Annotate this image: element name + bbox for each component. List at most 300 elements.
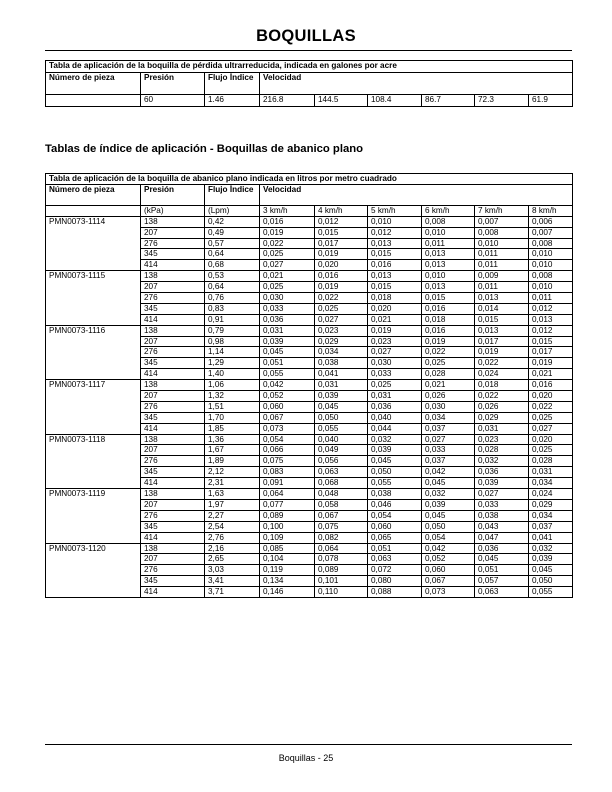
table-cell: 345 <box>141 358 205 369</box>
table-cell: 2,54 <box>205 521 260 532</box>
table-cell: 0,018 <box>422 314 475 325</box>
part-number-cell <box>46 238 141 249</box>
table-cell: 0,039 <box>260 336 315 347</box>
table-cell: 1,14 <box>205 347 260 358</box>
part-number-cell <box>46 445 141 456</box>
table-cell: 0,98 <box>205 336 260 347</box>
table-cell: 0,064 <box>260 489 315 500</box>
table-cell: 0,76 <box>205 293 260 304</box>
table-cell: 0,025 <box>422 358 475 369</box>
table-row <box>46 391 573 402</box>
table-cell: 0,110 <box>315 587 368 598</box>
table-cell: 0,019 <box>475 347 529 358</box>
table-cell: 0,041 <box>315 369 368 380</box>
table-cell: 0,060 <box>422 565 475 576</box>
table-cell: 0,057 <box>475 576 529 587</box>
table-cell: 0,038 <box>315 358 368 369</box>
table-row <box>46 369 573 380</box>
table-cell: 0,021 <box>529 369 573 380</box>
table-cell: 0,082 <box>315 532 368 543</box>
table-cell: 0,045 <box>315 401 368 412</box>
table-row <box>46 325 573 336</box>
table-cell: 0,016 <box>422 325 475 336</box>
table-cell: 0,083 <box>260 467 315 478</box>
table-cell: 0,030 <box>422 401 475 412</box>
table-cell: 0,022 <box>529 401 573 412</box>
table-cell: 0,073 <box>260 423 315 434</box>
table-row <box>46 282 573 293</box>
table-cell: 0,027 <box>529 423 573 434</box>
table-cell: 0,033 <box>475 499 529 510</box>
table-cell: 0,030 <box>368 358 422 369</box>
table-cell: 0,063 <box>315 467 368 478</box>
table-cell: 0,077 <box>260 499 315 510</box>
part-number-cell <box>46 521 141 532</box>
table-cell: 0,033 <box>260 303 315 314</box>
table-cell: 0,021 <box>422 380 475 391</box>
table-cell: 0,037 <box>529 521 573 532</box>
table-row <box>46 587 573 598</box>
part-number-cell: PMN0073-1120 <box>46 543 141 554</box>
table-cell: 0,020 <box>315 260 368 271</box>
table-cell: 0,017 <box>315 238 368 249</box>
table-cell: 345 <box>141 467 205 478</box>
table-cell: 0,075 <box>315 521 368 532</box>
part-number-cell <box>46 456 141 467</box>
table-cell: 0,020 <box>529 434 573 445</box>
table-cell: 276 <box>141 510 205 521</box>
flat-fan-nozzle-table <box>45 173 573 598</box>
table-row <box>46 489 573 500</box>
part-number-cell <box>46 282 141 293</box>
table-cell: 0,010 <box>475 238 529 249</box>
table-cell: 0,010 <box>529 249 573 260</box>
table-cell: 207 <box>141 445 205 456</box>
table-cell: 0,032 <box>475 456 529 467</box>
table-cell: 414 <box>141 478 205 489</box>
part-number-cell <box>46 369 141 380</box>
table-cell: 0,009 <box>475 271 529 282</box>
page-footer: Boquillas - 25 <box>278 753 334 763</box>
part-number-cell <box>46 249 141 260</box>
table-cell: 144.5 <box>315 95 368 107</box>
table-cell: 207 <box>141 499 205 510</box>
table-cell: 138 <box>141 216 205 227</box>
table-cell: 0,013 <box>368 238 422 249</box>
table-cell: 414 <box>141 260 205 271</box>
table-cell: 3 km/h <box>260 205 315 216</box>
table-row <box>46 478 573 489</box>
table-cell: 138 <box>141 325 205 336</box>
part-number-cell <box>46 510 141 521</box>
table-cell: 3,71 <box>205 587 260 598</box>
table-cell: 0,055 <box>529 587 573 598</box>
table-cell: 0,025 <box>260 249 315 260</box>
table-cell: 0,109 <box>260 532 315 543</box>
table-cell: 0,104 <box>260 554 315 565</box>
header-flow-index: Flujo Índice <box>205 73 260 95</box>
table-cell: 0,065 <box>368 532 422 543</box>
header-part-number: Número de pieza <box>46 73 141 95</box>
table-cell: 0,028 <box>422 369 475 380</box>
part-number-cell <box>46 358 141 369</box>
table-row <box>46 499 573 510</box>
part-number-cell <box>46 293 141 304</box>
table-cell: 0,063 <box>475 587 529 598</box>
table-cell: 0,025 <box>529 412 573 423</box>
table-row <box>46 576 573 587</box>
page-title: BOQUILLAS <box>256 27 356 45</box>
table-cell: 0,020 <box>368 303 422 314</box>
table-cell: 0,050 <box>529 576 573 587</box>
table-cell: (kPa) <box>141 205 205 216</box>
table-cell: 0,049 <box>315 445 368 456</box>
table-cell: 0,073 <box>422 587 475 598</box>
table-cell: 0,019 <box>422 336 475 347</box>
part-number-cell <box>46 303 141 314</box>
part-number-cell <box>46 391 141 402</box>
table-cell: 0,045 <box>422 510 475 521</box>
table-cell: 0,031 <box>260 325 315 336</box>
table-cell: 276 <box>141 238 205 249</box>
table-cell: 0,034 <box>529 478 573 489</box>
table-cell: 207 <box>141 554 205 565</box>
table-cell: 0,008 <box>475 227 529 238</box>
table-cell: 0,037 <box>422 456 475 467</box>
table-cell: 1,36 <box>205 434 260 445</box>
table-cell: 7 km/h <box>475 205 529 216</box>
table-cell: 0,91 <box>205 314 260 325</box>
table-cell: 0,048 <box>315 489 368 500</box>
table-cell: 0,054 <box>368 510 422 521</box>
table-cell: 0,032 <box>529 543 573 554</box>
table-cell: 60 <box>141 95 205 107</box>
table-cell: 2,65 <box>205 554 260 565</box>
table-cell: 1,97 <box>205 499 260 510</box>
table-cell: 0,013 <box>475 293 529 304</box>
table-cell: 0,088 <box>368 587 422 598</box>
table-cell: 0,49 <box>205 227 260 238</box>
table-cell: 0,089 <box>260 510 315 521</box>
table-cell: 276 <box>141 565 205 576</box>
part-number-cell: PMN0073-1117 <box>46 380 141 391</box>
table-cell: 0,008 <box>529 271 573 282</box>
table-cell: 0,039 <box>475 478 529 489</box>
table-cell: 138 <box>141 489 205 500</box>
table-cell: 276 <box>141 456 205 467</box>
table-cell: 0,051 <box>475 565 529 576</box>
part-number-cell <box>46 401 141 412</box>
part-number-cell: PMN0073-1115 <box>46 271 141 282</box>
part-number-cell <box>46 478 141 489</box>
table-cell: 0,023 <box>475 434 529 445</box>
table-cell: 0,027 <box>475 489 529 500</box>
table-cell: 0,019 <box>529 358 573 369</box>
table-cell: 1,89 <box>205 456 260 467</box>
table-cell: 0,64 <box>205 249 260 260</box>
table-cell: 0,016 <box>529 380 573 391</box>
table-cell: 2,27 <box>205 510 260 521</box>
part-number-cell <box>46 412 141 423</box>
table-cell: 207 <box>141 227 205 238</box>
table-cell: 0,007 <box>529 227 573 238</box>
table-caption: Tabla de aplicación de la boquilla de pérdida ultrarreducida, indicada en galones por acre <box>46 61 573 73</box>
table-row <box>46 521 573 532</box>
part-number-cell: PMN0073-1114 <box>46 216 141 227</box>
table-cell: 0,007 <box>475 216 529 227</box>
table-cell: (Lpm) <box>205 205 260 216</box>
table-cell: 0,53 <box>205 271 260 282</box>
table-row <box>46 303 573 314</box>
table-row <box>46 554 573 565</box>
table-cell: 0,024 <box>529 489 573 500</box>
table-cell: 0,010 <box>422 227 475 238</box>
part-number-cell <box>46 314 141 325</box>
part-number-cell <box>46 587 141 598</box>
table-cell: 0,067 <box>315 510 368 521</box>
table-cell: 1,06 <box>205 380 260 391</box>
table-cell: 0,067 <box>260 412 315 423</box>
table-cell: 414 <box>141 532 205 543</box>
table-cell: 0,016 <box>422 303 475 314</box>
table-cell: 0,011 <box>475 282 529 293</box>
table-cell: 86.7 <box>422 95 475 107</box>
part-number-cell <box>46 347 141 358</box>
title-rule <box>45 50 572 51</box>
table-cell: 0,012 <box>529 325 573 336</box>
table-cell: 0,058 <box>315 499 368 510</box>
table-cell: 0,060 <box>368 521 422 532</box>
table-cell: 0,063 <box>368 554 422 565</box>
table-cell: 0,010 <box>368 216 422 227</box>
part-number-cell <box>46 532 141 543</box>
table-cell: 276 <box>141 347 205 358</box>
table-row <box>46 467 573 478</box>
table-cell: 0,029 <box>315 336 368 347</box>
table-cell: 0,067 <box>422 576 475 587</box>
table-cell: 61.9 <box>529 95 573 107</box>
table-cell: 0,039 <box>422 499 475 510</box>
table-cell: 0,051 <box>368 543 422 554</box>
table-row <box>46 510 573 521</box>
table-cell: 345 <box>141 412 205 423</box>
table-cell: 0,030 <box>260 293 315 304</box>
table-cell: 0,42 <box>205 216 260 227</box>
table-row <box>46 532 573 543</box>
table-cell: 1,70 <box>205 412 260 423</box>
table-cell: 0,012 <box>315 216 368 227</box>
table-row <box>46 380 573 391</box>
table-cell: 0,022 <box>315 293 368 304</box>
table-cell: 0,032 <box>422 489 475 500</box>
table-cell: 4 km/h <box>315 205 368 216</box>
table-cell: 345 <box>141 521 205 532</box>
table-row <box>46 95 573 107</box>
part-number-cell <box>46 499 141 510</box>
table-cell: 0,055 <box>368 478 422 489</box>
table-caption: Tabla de aplicación de la boquilla de abanico plano indicada en litros por metro cuadrado <box>46 174 573 185</box>
table-cell: 0,015 <box>315 227 368 238</box>
table-cell: 72.3 <box>475 95 529 107</box>
table-cell: 2,76 <box>205 532 260 543</box>
table-cell: 0,022 <box>260 238 315 249</box>
table-cell: 0,040 <box>315 434 368 445</box>
table-cell: 0,037 <box>422 423 475 434</box>
table-cell: 1,67 <box>205 445 260 456</box>
table-cell: 0,039 <box>368 445 422 456</box>
table-cell: 0,045 <box>475 554 529 565</box>
table-row <box>46 423 573 434</box>
table-cell: 0,031 <box>315 380 368 391</box>
table-cell: 0,015 <box>368 249 422 260</box>
part-number-cell <box>46 336 141 347</box>
table-cell: 0,023 <box>368 336 422 347</box>
table-cell: 2,16 <box>205 543 260 554</box>
part-number-cell: PMN0073-1118 <box>46 434 141 445</box>
table-cell: 0,034 <box>529 510 573 521</box>
table-row <box>46 249 573 260</box>
table-cell: 8 km/h <box>529 205 573 216</box>
table-cell: 0,019 <box>368 325 422 336</box>
table-cell: 0,83 <box>205 303 260 314</box>
table-row <box>46 434 573 445</box>
table-row <box>46 271 573 282</box>
table-cell: 0,016 <box>315 271 368 282</box>
table-cell: 0,011 <box>529 293 573 304</box>
table-row <box>46 456 573 467</box>
table-cell: 0,023 <box>315 325 368 336</box>
table-cell: 0,024 <box>475 369 529 380</box>
header-flow-index: Flujo Índice <box>205 184 260 205</box>
table-cell: 1,40 <box>205 369 260 380</box>
table-cell: 138 <box>141 434 205 445</box>
table-cell: 0,036 <box>475 543 529 554</box>
table-cell: 0,013 <box>475 325 529 336</box>
table-cell: 0,031 <box>475 423 529 434</box>
table-cell: 0,042 <box>260 380 315 391</box>
table-cell: 0,042 <box>422 467 475 478</box>
table-cell: 0,021 <box>368 314 422 325</box>
part-number-cell <box>46 576 141 587</box>
table-cell: 0,010 <box>422 271 475 282</box>
table-cell: 0,044 <box>368 423 422 434</box>
table-cell: 0,027 <box>422 434 475 445</box>
table-cell: 0,068 <box>315 478 368 489</box>
table-cell: 0,033 <box>422 445 475 456</box>
table-cell: 0,026 <box>475 401 529 412</box>
table-cell: 0,027 <box>368 347 422 358</box>
table-cell: 345 <box>141 576 205 587</box>
table-cell: 138 <box>141 380 205 391</box>
table-cell: 0,029 <box>529 499 573 510</box>
table-cell: 0,054 <box>422 532 475 543</box>
table-cell: 0,089 <box>315 565 368 576</box>
ultra-low-drift-nozzle-table <box>45 60 573 107</box>
table-cell: 0,146 <box>260 587 315 598</box>
table-cell: 0,011 <box>475 260 529 271</box>
table-cell: 0,134 <box>260 576 315 587</box>
table-row <box>46 216 573 227</box>
table-cell: 0,075 <box>260 456 315 467</box>
table-cell: 0,027 <box>315 314 368 325</box>
table-cell: 216.8 <box>260 95 315 107</box>
table-cell: 0,032 <box>368 434 422 445</box>
table-cell: 0,008 <box>529 238 573 249</box>
table-cell: 0,79 <box>205 325 260 336</box>
table-cell: 0,022 <box>475 358 529 369</box>
table-row <box>46 412 573 423</box>
part-number-cell <box>46 205 141 216</box>
table-cell: 0,022 <box>422 347 475 358</box>
table-cell: 5 km/h <box>368 205 422 216</box>
table-cell: 0,013 <box>529 314 573 325</box>
table-cell: 0,034 <box>315 347 368 358</box>
table-cell: 0,011 <box>422 238 475 249</box>
table-cell: 0,019 <box>315 282 368 293</box>
table-cell: 0,025 <box>368 380 422 391</box>
part-number-cell <box>46 227 141 238</box>
table-cell: 0,022 <box>475 391 529 402</box>
table-cell: 0,052 <box>260 391 315 402</box>
table-cell: 0,042 <box>422 543 475 554</box>
table-cell: 0,019 <box>260 227 315 238</box>
table-cell: 0,025 <box>260 282 315 293</box>
part-number-cell <box>46 467 141 478</box>
table-cell: 2,31 <box>205 478 260 489</box>
table-cell: 0,012 <box>529 303 573 314</box>
table-cell: 138 <box>141 543 205 554</box>
part-number-cell <box>46 423 141 434</box>
table-cell: 1,85 <box>205 423 260 434</box>
table-cell: 0,045 <box>529 565 573 576</box>
table-cell: 207 <box>141 391 205 402</box>
table-cell: 0,064 <box>315 543 368 554</box>
table-cell: 0,014 <box>475 303 529 314</box>
table-cell: 0,008 <box>422 216 475 227</box>
table-cell: 0,050 <box>368 467 422 478</box>
table-cell: 0,020 <box>529 391 573 402</box>
table-cell: 0,066 <box>260 445 315 456</box>
table-cell: 138 <box>141 271 205 282</box>
table-cell: 0,054 <box>260 434 315 445</box>
table-cell: 0,100 <box>260 521 315 532</box>
part-number-cell <box>46 260 141 271</box>
table-cell: 0,080 <box>368 576 422 587</box>
table-cell: 108.4 <box>368 95 422 107</box>
table-cell: 0,119 <box>260 565 315 576</box>
table-cell: 0,021 <box>260 271 315 282</box>
table-cell: 207 <box>141 336 205 347</box>
table-cell: 0,029 <box>475 412 529 423</box>
table-cell: 0,013 <box>422 260 475 271</box>
table-cell: 3,03 <box>205 565 260 576</box>
table-cell: 0,078 <box>315 554 368 565</box>
header-speed: Velocidad <box>260 73 573 95</box>
part-number-cell: PMN0073-1116 <box>46 325 141 336</box>
table-cell: 0,015 <box>475 314 529 325</box>
table-cell: 0,026 <box>422 391 475 402</box>
table-cell: 0,047 <box>475 532 529 543</box>
table-cell: 0,019 <box>315 249 368 260</box>
table-cell: 0,028 <box>475 445 529 456</box>
table-cell: 1,29 <box>205 358 260 369</box>
table-cell: 0,017 <box>475 336 529 347</box>
table-cell: 0,031 <box>529 467 573 478</box>
table-cell: 0,010 <box>529 260 573 271</box>
table-cell: 2,12 <box>205 467 260 478</box>
part-number-cell <box>46 565 141 576</box>
table-cell: 0,045 <box>422 478 475 489</box>
